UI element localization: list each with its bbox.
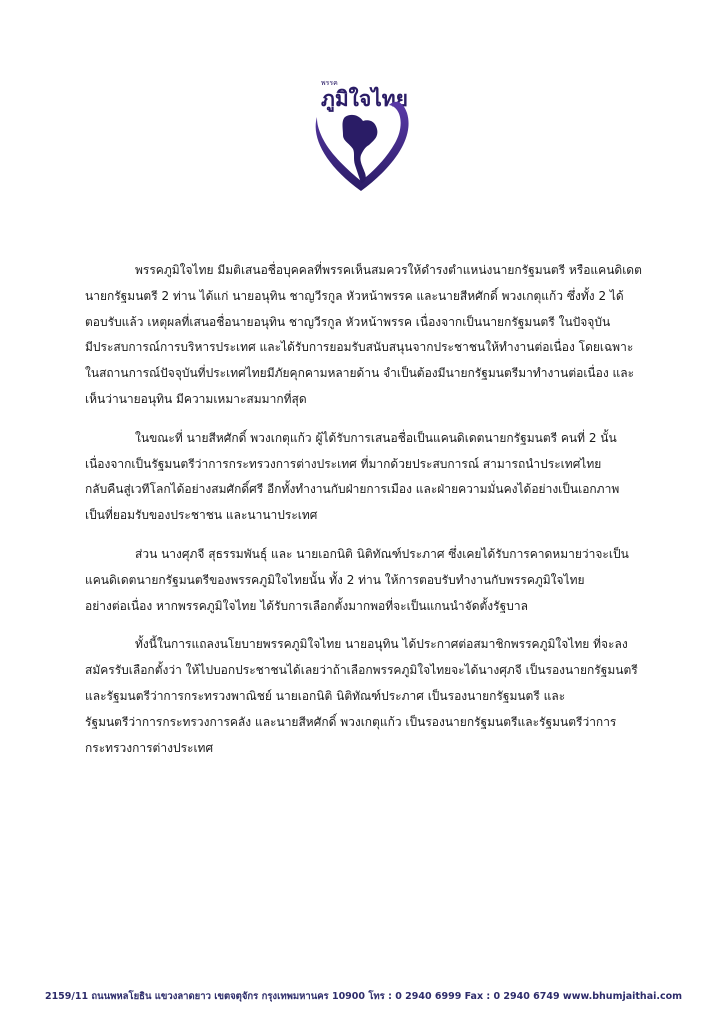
heart-thailand-map-logo-icon xyxy=(303,73,425,195)
letter-body xyxy=(85,258,659,774)
text-line: เห็นว่านายอนุทิน มีความเหมาะสมมากที่สุด xyxy=(85,391,307,406)
party-logo xyxy=(303,73,425,195)
text-line: ส่วน นางศุภจี สุธรรมพันธุ์ และ นายเอกนิติ นิติทัณฑ์ประภาศ ซึ่งเคยได้รับการคาดหมายว่าจะเป็น xyxy=(135,546,629,561)
text-line: และรัฐมนตรีว่าการกระทรวงพาณิชย์ นายเอกนิติ นิติทัณฑ์ประภาศ เป็นรองนายกรัฐมนตรี และ xyxy=(85,688,566,703)
text-line: อย่างต่อเนื่อง หากพรรคภูมิใจไทย ได้รับการเลือกตั้งมากพอที่จะเป็นแกนนำจัดตั้งรัฐบาล xyxy=(85,598,528,613)
logo-small-text: พรรค xyxy=(321,79,338,87)
text-line: ในสถานการณ์ปัจจุบันที่ประเทศไทยมีภัยคุกคามหลายด้าน จำเป็นต้องมีนายกรัฐมนตรีมาทำงานต่อเนื่อง และ xyxy=(85,366,635,381)
text-line: ตอบรับแล้ว เหตุผลที่เสนอชื่อนายอนุทิน ชาญวีรกูล หัวหน้าพรรค เนื่องจากเป็นนายกรัฐมนตรี ในปัจจุบัน xyxy=(85,314,611,329)
paragraph xyxy=(85,632,659,761)
text-line: เป็นที่ยอมรับของประชาชน และนานาประเทศ xyxy=(85,508,318,523)
footer-address: 2159/11 ถนนพหลโยธิน แขวงลาดยาว เขตจตุจักร กรุงเทพมหานคร 10900 โทร : 0 2940 6999 Fax : 0 2940 6749 www.bhumjaithai.com xyxy=(44,991,683,1002)
paragraph xyxy=(85,426,659,529)
text-line: สมัครรับเลือกตั้งว่า ให้ไปบอกประชาชนได้เลยว่าถ้าเลือกพรรคภูมิใจไทยจะได้นางศุภจี เป็นรองนายกรัฐมนตรี xyxy=(85,663,638,678)
text-line: ทั้งนี้ในการแถลงนโยบายพรรคภูมิใจไทย นายอนุทิน ได้ประกาศต่อสมาชิกพรรคภูมิใจไทย ที่จะลง xyxy=(135,637,628,652)
text-line: แคนดิเดตนายกรัฐมนตรีของพรรคภูมิใจไทยนั้น ทั้ง 2 ท่าน ให้การตอบรับทำงานกับพรรคภูมิใจไทย xyxy=(85,572,585,587)
text-line: กลับคืนสู่เวทีโลกได้อย่างสมศักดิ์ศรี อีกทั้งทำงานกับฝ่ายการเมือง และฝ่ายความมั่นคงได้อย่างเป็นเอกภาพ xyxy=(85,482,620,497)
text-line: รัฐมนตรีว่าการกระทรวงการคลัง และนายสีหศักดิ์ พวงเกตุแก้ว เป็นรองนายกรัฐมนตรีและรัฐมนตรีว่าการ xyxy=(85,714,617,729)
text-line: เนื่องจากเป็นรัฐมนตรีว่าการกระทรวงการต่างประเทศ ที่มากด้วยประสบการณ์ สามารถนำประเทศไทย xyxy=(85,456,602,471)
text-line: มีประสบการณ์การบริหารประเทศ และได้รับการยอมรับสนับสนุนจากประชาชนให้ทำงานต่อเนื่อง โดยเฉพาะ xyxy=(85,340,634,355)
text-line: นายกรัฐมนตรี 2 ท่าน ได้แก่ นายอนุทิน ชาญวีรกูล หัวหน้าพรรค และนายสีหศักดิ์ พวงเกตุแก้ว ซึ่งทั้ง 2 ได้ xyxy=(85,288,624,303)
text-line: ในขณะที่ นายสีหศักดิ์ พวงเกตุแก้ว ผู้ได้รับการเสนอชื่อเป็นแคนดิเดตนายกรัฐมนตรี คนที่ 2 นั้น xyxy=(135,430,617,445)
text-line: พรรคภูมิใจไทย มีมติเสนอชื่อบุคคลที่พรรคเห็นสมควรให้ดำรงตำแหน่งนายกรัฐมนตรี หรือแคนดิเดต xyxy=(135,263,642,277)
logo-party-name: ภูมิใจไทย xyxy=(321,87,408,111)
text-line: กระทรวงการต่างประเทศ xyxy=(85,740,214,755)
paragraph xyxy=(85,542,659,619)
paragraph xyxy=(85,258,659,413)
